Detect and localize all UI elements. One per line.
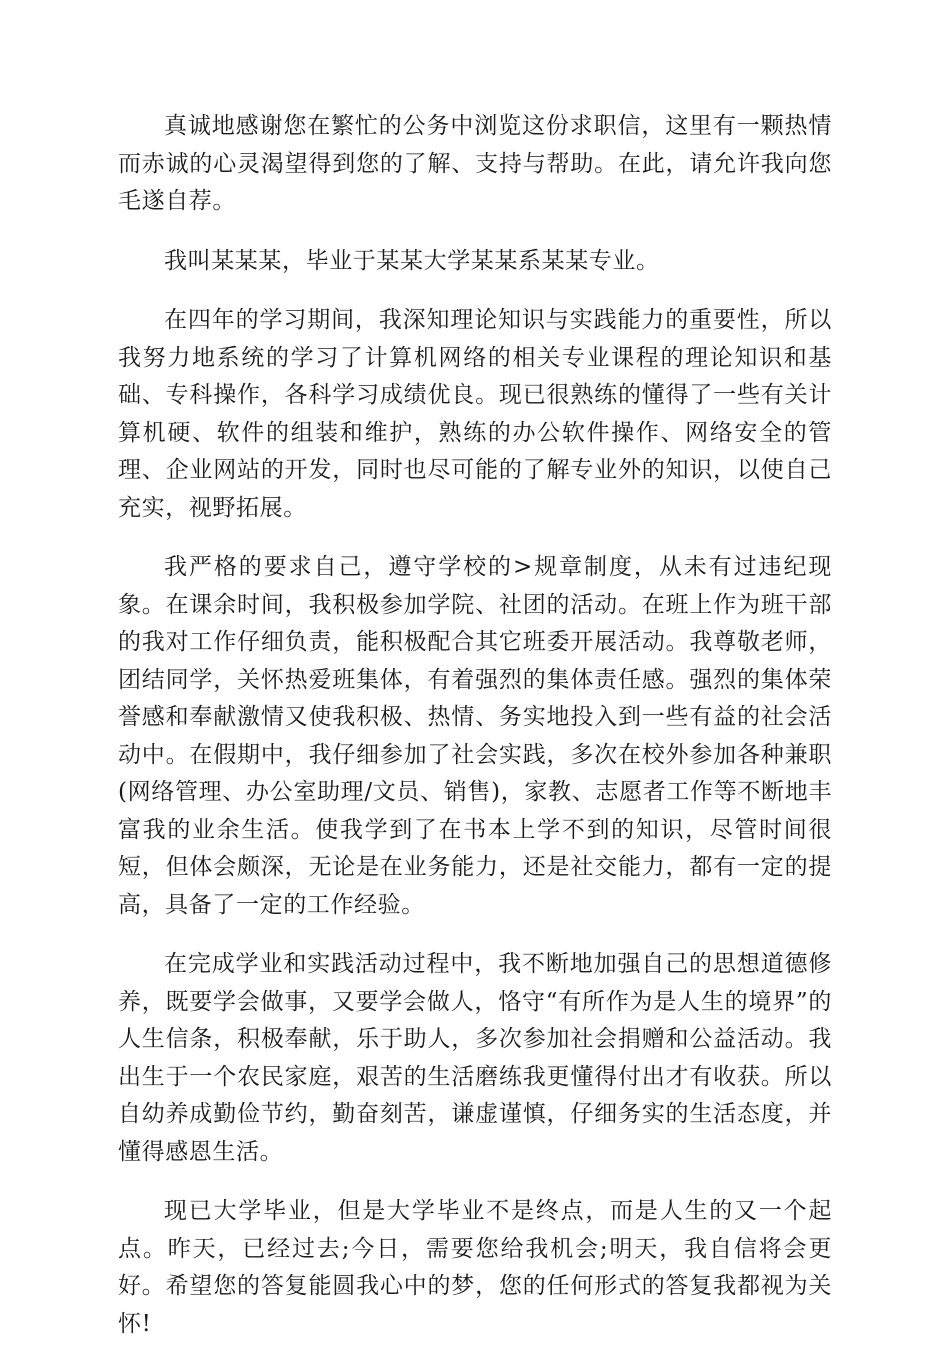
paragraph-conduct: 我严格的要求自己，遵守学校的>规章制度，从未有过违纪现象。在课余时间，我积极参加学院、社团的活动。在班上作为班干部的我对工作仔细负责，能积极配合其它班委开展活动。我尊敬老师，团结同学，关怀热爱班集体，有着强烈的集体责任感。强烈的集体荣誉感和奉献激情又使我积极、热情、务实地投入到一些有益的社会活动中。在假期中，我仔细参加了社会实践，多次在校外参加各种兼职(网络管理、办公室助理/文员、销售)，家教、志愿者工作等不断地丰富我的业余生活。使我学到了在书本上学不到的知识，尽管时间很短，但体会颇深，无论是在业务能力，还是社交能力，都有一定的提高，具备了一定的工作经验。	[118, 554, 832, 918]
letter-body	[118, 108, 832, 1365]
paragraph-study: 在四年的学习期间，我深知理论知识与实践能力的重要性，所以我努力地系统的学习了计算机网络的相关专业课程的理论知识和基础、专科操作，各科学习成绩优良。现已很熟练的懂得了一些有关计算机硬、软件的组装和维护，熟练的办公软件操作、网络安全的管理、企业网站的开发，同时也尽可能的了解专业外的知识，以使自己充实，视野拓展。	[118, 307, 832, 521]
paragraph-introduction: 我叫某某某，毕业于某某大学某某系某某专业。	[164, 247, 660, 274]
paragraph-greeting: 真诚地感谢您在繁忙的公务中浏览这份求职信，这里有一颗热情而赤诚的心灵渴望得到您的了解、支持与帮助。在此，请允许我向您毛遂自荐。	[118, 113, 832, 214]
paragraph-character: 在完成学业和实践活动过程中，我不断地加强自己的思想道德修养，既要学会做事，又要学会做人，恪守“有所作为是人生的境界”的人生信条，积极奉献，乐于助人，多次参加社会捐赠和公益活动。我出生于一个农民家庭，艰苦的生活磨练我更懂得付出才有收获。所以自幼养成勤俭节约，勤奋刻苦，谦虚谨慎，仔细务实的生活态度，并懂得感恩生活。	[118, 951, 832, 1165]
paragraph-closing: 现已大学毕业，但是大学毕业不是终点，而是人生的又一个起点。昨天，已经过去;今日，需要您给我机会;明天，我自信将会更好。希望您的答复能圆我心中的梦，您的任何形式的答复我都视为关怀!	[118, 1198, 832, 1337]
